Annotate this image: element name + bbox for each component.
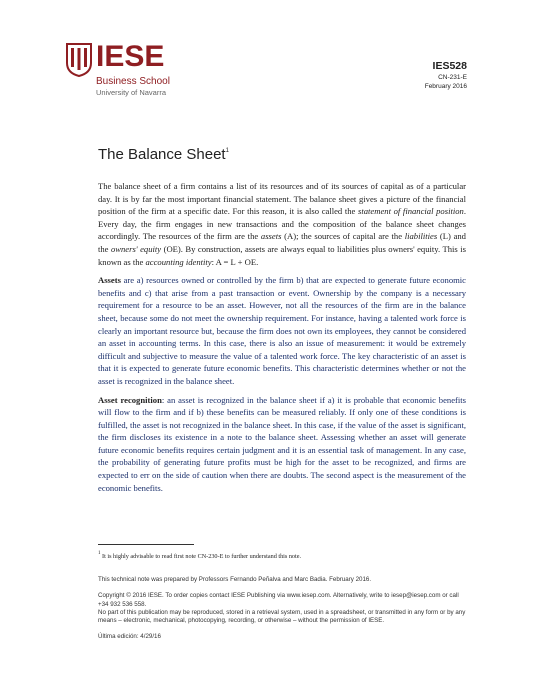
document-reference [425,60,467,91]
title-footnote-mark: 1 [225,148,229,154]
shield-icon [66,43,92,77]
paragraph-intro [98,180,466,268]
footnote-text: It is highly advisable to read first note CN-230-E to further understand this note. [100,553,302,561]
text-run: (L) and the [98,231,466,254]
document-code: IES528 [432,60,467,72]
prepared-by-note: This technical note was prepared by Professors Fernando Peñalva and Marc Badia. February 2016. [98,576,372,583]
copyright-note: Copyright © 2016 IESE. To order copies contact IESE Publishing via www.iesep.com. Alternatively, write to iesep@iesep.com or call +34 932 536 558. [98,592,459,608]
term-italic: liabilities [404,231,438,242]
document-body [98,180,466,500]
paragraph-lead: Assets [98,275,121,286]
text-run: . Every day, the firm engages in new transactions and the composition of the balance sheet changes accordingly. The resources of the firm are the [98,206,466,242]
publication-notes [98,576,470,642]
logo-university: University of Navarra [96,88,167,97]
footnote [98,552,301,560]
reproduction-note: No part of this publication may be reproduced, stored in a retrieval system, used in a spreadsheet, or transmitted in any form or by any means – electronic, mechanical, photocopying, recording, or otherwise – without the permission of IESE. [98,608,466,625]
footnote-mark: 1 [98,551,101,556]
term-italic: owners' equity [110,243,162,254]
text-run: (OE). By construction, assets are always equal to liabilities plus owners' equity. This is known as the [98,243,466,267]
logo-school: Business School [96,76,170,87]
text-run: (A); the sources of capital are the [281,231,405,242]
text-run: : A = L + OE. [211,256,259,267]
paragraph-assets [98,274,466,387]
document-ref: CN-231-E [438,74,467,81]
paragraph-lead: Asset recognition [98,394,162,405]
term-italic: accounting identity [145,256,212,267]
page-title [98,146,229,163]
text-run: The balance sheet of a firm contains a list of its resources and of its sources of capital as of a particular day. It is by far the most important financial statement. The balance sheet gives a picture of the financial position of the firm at a specific date. For this reason, it is also called the [98,181,466,217]
edition-note: Última edición: 4/29/16 [98,633,161,641]
paragraph-asset-recognition [98,394,466,495]
text-run: : an asset is recognized in the balance sheet if a) it is probable that economic benefits will flow to the firm and if b) these benefits can be measured reliably. If only one of these conditions is fulfilled, the asset is not recognized in the balance sheet. In this case, if the value of the asset is significant, the firm discloses its existence in a note to the balance sheet. Assessing whether an asset will generate future economic benefits requires certain judgment and it is an essential task of management. In any case, the probability of generating future profits must be high for the asset to be recognized, and firms are expected to err on the side of caution when there are doubts. The second aspect is the measurement of the economic benefits. [98,394,466,493]
document-date: February 2016 [424,83,467,90]
term-italic: statement of financial position [358,206,464,217]
iese-logo [66,41,186,101]
title-text: The Balance Sheet [98,146,226,163]
term-italic: assets [260,231,282,242]
text-run: are a) resources owned or controlled by the firm b) that are expected to generate future economic benefits and c) that arise from a past transaction or event. Ownership by the company is a necessary requirement for a resource to be an asset. However, not all the resources of the firm are in the balance sheet, because some do not meet the ownership requirement. For instance, having a talented work force is clearly an important resource but, because the firm does not own its employees, they cannot be considered an asset in accounting terms. In this case, there is also an issue of measurement: it would be extremely difficult and subjective to measure the value of a talented work force. The key characteristic of an asset is that it is expected to generate future economic benefits. This characteristic determines whether or not the asset is recognized in the balance sheet. [98,275,466,386]
footnote-divider [98,544,194,545]
logo-wordmark: IESE [96,40,165,73]
